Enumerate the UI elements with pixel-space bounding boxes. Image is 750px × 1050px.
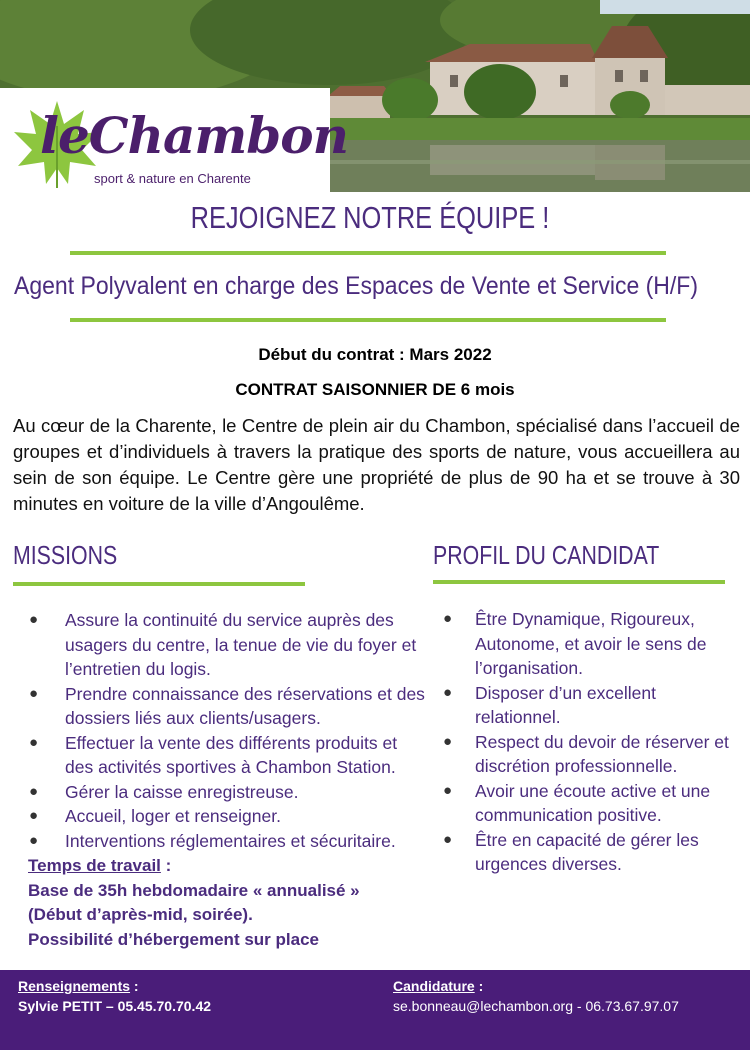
info-label: Renseignements [18,978,131,994]
intro-paragraph: Au cœur de la Charente, le Centre de plein air du Chambon, spécialisé dans l’accueil de groupes et d’individuels à travers la pratique des sports de nature, vous accueillera au sein de son équipe. Le Centre gère une propriété de plus de 90 ha et se trouve à 30 minutes en voiture de la ville d’Angoulême. [13,415,740,514]
list-item: ● Être Dynamique, Rigoureux, Autonome, et avoir le sens de l’organisation. [443,609,707,678]
info-phone: Sylvie PETIT – 05.45.70.70.42 [18,998,212,1014]
work-time-block [28,854,360,952]
divider-bottom [70,318,666,322]
profile-title: PROFIL DU CANDIDAT [433,540,660,570]
apply-email-phone[interactable]: se.bonneau@lechambon.org - 06.73.67.97.07 [393,998,679,1014]
profile-list [433,607,733,877]
missions-title: MISSIONS [13,540,118,570]
bullet-icon: ● [443,732,453,750]
list-item: ● Disposer d’un excellent relationnel. [443,682,656,727]
job-title: Agent Polyvalent en charge des Espaces de Vente et Service (H/F) [14,272,699,300]
bullet-icon: ● [29,807,39,824]
bullet-icon: ● [29,831,39,849]
info-contact: Renseignements : Sylvie PETIT – 05.45.70.70.42 [18,978,212,1014]
apply-contact: Candidature : se.bonneau@lechambon.org - 06.73.67.97.07 [393,978,679,1014]
list-item: ● Interventions réglementaires et sécuritaire. [13,829,428,854]
logo-block [0,88,348,192]
divider-top [70,251,666,255]
list-item: ● Avoir une écoute active et une communication positive. [443,780,711,825]
work-time-line: Possibilité d’hébergement sur place [28,929,319,949]
logo-tagline: sport & nature en Charente [94,171,251,186]
list-item: ● Être en capacité de gérer les urgences diverses. [443,829,699,874]
page-headline: REJOIGNEZ NOTRE ÉQUIPE ! [190,200,550,235]
missions-list [13,608,428,853]
bullet-icon: ● [29,611,39,628]
contract-start: Début du contrat : Mars 2022 [258,345,492,364]
work-time-heading: Temps de travail : [28,856,172,875]
apply-label: Candidature [393,978,475,994]
bullet-icon: ● [29,733,39,751]
list-item: ● Gérer la caisse enregistreuse. [13,780,428,805]
bullet-icon: ● [443,781,453,799]
contract-type: CONTRAT SAISONNIER DE 6 mois [235,380,515,399]
missions-rule [13,582,305,586]
bullet-icon: ● [443,683,453,701]
logo-wordmark: leChambon [40,106,348,165]
profile-rule [433,580,725,584]
bullet-icon: ● [29,782,39,800]
work-time-line: Base de 35h hebdomadaire « annualisé » [28,880,360,900]
contact-footer [0,970,750,1050]
list-item: ● Respect du devoir de réserver et discrétion professionnelle. [443,731,729,776]
list-item: ● Assure la continuité du service auprès des usagers du centre, la tenue de vie du foyer et l’entretien du logis. [29,610,417,679]
bullet-icon: ● [443,610,453,627]
list-item: ● Effectuer la vente des différents produits et des activités sportives à Chambon Station. [29,732,398,777]
list-item: ● Accueil, loger et renseigner. [13,804,428,829]
list-item: ● Prendre connaissance des réservations et des dossiers liés aux clients/usagers. [29,683,425,728]
bullet-icon: ● [443,830,453,848]
work-time-line: (Début d’après-mid, soirée). [28,905,253,924]
bullet-icon: ● [29,684,39,702]
